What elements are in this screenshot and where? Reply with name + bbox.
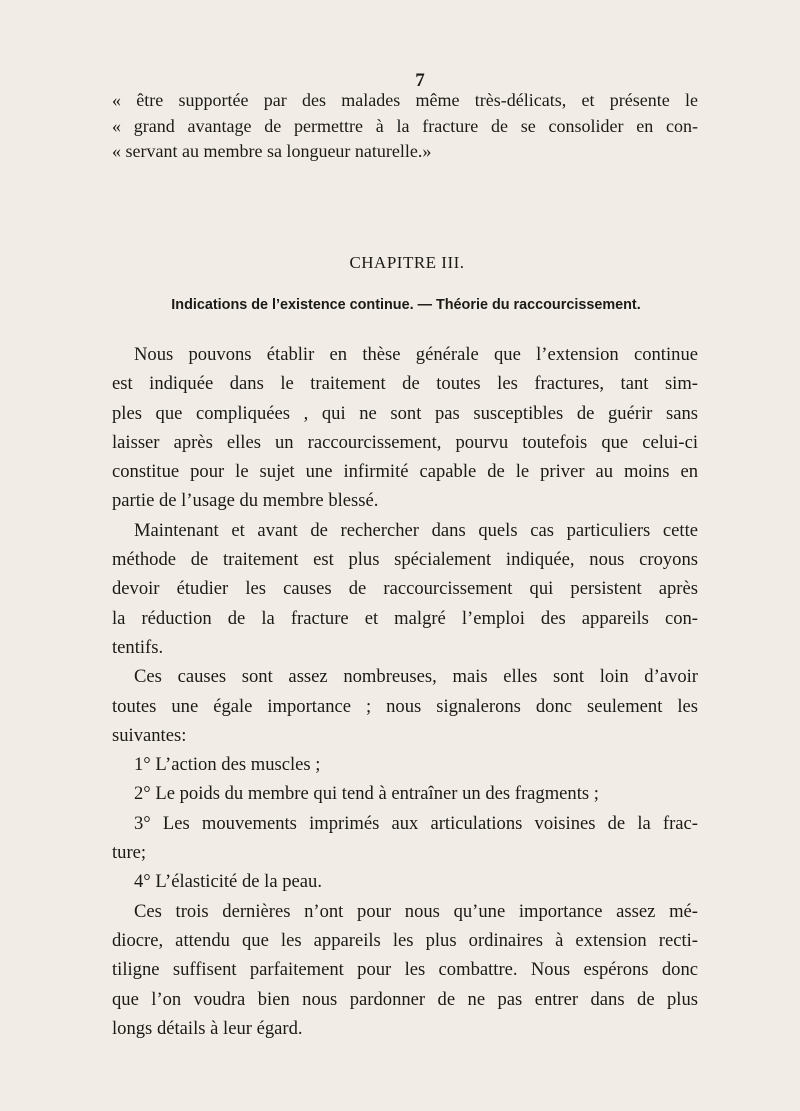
body-line: Ces trois dernières n’ont pour nous qu’une importance assez mé- [134,900,698,922]
quote-paragraph [112,88,698,165]
body-line: Nous pouvons établir en thèse générale que l’extension continue [134,344,698,365]
body-line: tiligne suffisent parfaitement pour les combattre. Nous espérons donc [112,959,698,981]
body-line: tentifs. [112,636,164,658]
page-number: 7 [415,70,425,91]
quote-line: « être supportée par des malades même très-délicats, et présente le [112,90,698,110]
body-text [112,340,698,1043]
body-line: diocre, attendu que les appareils les plus ordinaires à extension recti- [112,929,698,951]
body-line: suivantes: [112,724,187,746]
body-line: Maintenant et avant de rechercher dans quels cas particuliers cette [134,519,698,541]
body-line: toutes une égale importance ; nous signalerons donc seulement les [112,695,698,717]
body-line: partie de l’usage du membre blessé. [112,490,379,512]
list-item: 3° Les mouvements imprimés aux articulations voisines de la frac- [134,812,698,834]
body-line: est indiquée dans le traitement de toutes les fractures, tant sim- [112,373,698,395]
quote-line: « grand avantage de permettre à la fracture de se consolider en con- [112,115,698,136]
list-item: 4° L’élasticité de la peau. [134,871,322,893]
list-item-continuation: ture; [112,842,147,864]
body-line: laisser après elles un raccourcissement, pourvu toutefois que celui-ci [112,431,698,453]
body-line: longs détails à leur égard. [112,1017,303,1039]
chapter-title: CHAPITRE III. [349,253,465,272]
body-line: Ces causes sont assez nombreuses, mais elles sont loin d’avoir [134,666,698,688]
body-line: méthode de traitement est plus spécialement indiquée, nous croyons [112,549,698,571]
body-line: ples que compliquées , qui ne sont pas susceptibles de guérir sans [112,402,698,424]
body-line: devoir étudier les causes de raccourcissement qui persistent après [112,578,698,600]
chapter-subtitle: Indications de l’existence continue. — Théorie du raccourcissement. [171,297,641,313]
quote-line: « servant au membre sa longueur naturelle.» [112,141,432,161]
body-line: constitue pour le sujet une infirmité capable de le priver au moins en [112,461,698,483]
body-line: la réduction de la fracture et malgré l’emploi des appareils con- [112,607,698,629]
body-line: que l’on voudra bien nous pardonner de ne pas entrer dans de plus [112,988,698,1010]
list-item: 2° Le poids du membre qui tend à entraîner un des fragments ; [134,783,599,805]
list-item: 1° L’action des muscles ; [134,754,321,776]
